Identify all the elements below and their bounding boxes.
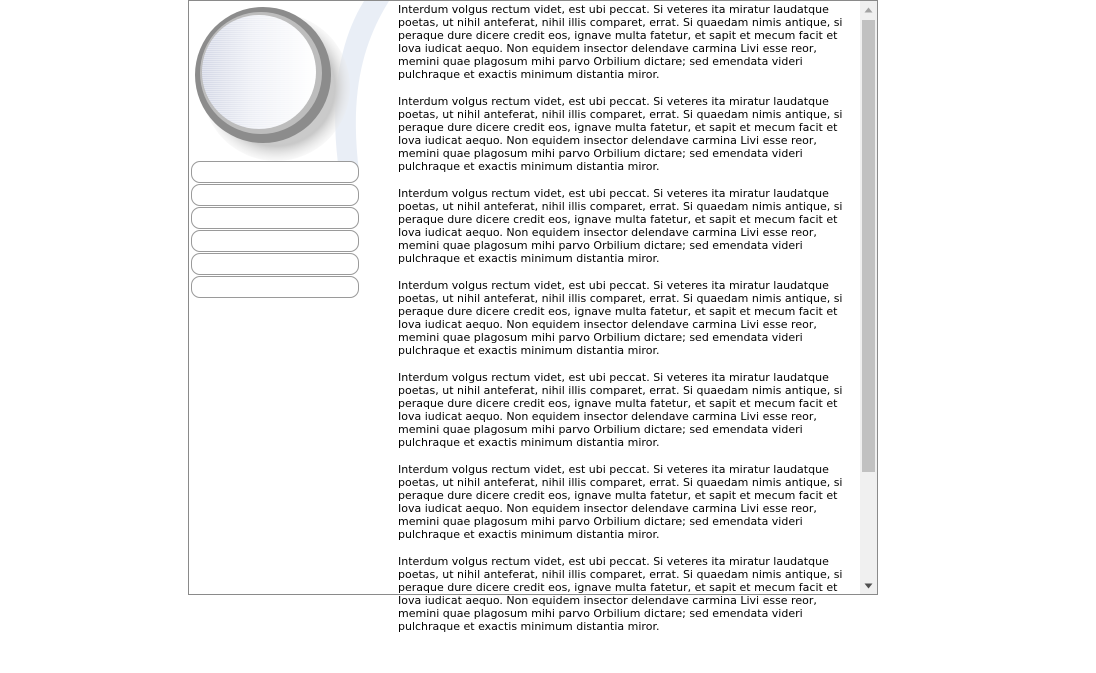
paragraph: Interdum volgus rectum videt, est ubi peccat. Si veteres ita miratur laudatque poetas, ut nihil anteferat, nihil illis comparet, errat. Si quaedam nimis antique, si peraque dure dicere credit eos, ignave multa fatetur, et sapit et mecum facit et Iova iudicat aequo. Non equidem insector delendave carmina Livi esse reor, memini quae plagosum mihi parvo Orbilium dictare; sed emendata videri pulchraque et exactis minimum distantia miror. — [398, 95, 843, 173]
page-frame — [188, 0, 878, 633]
paragraph: Interdum volgus rectum videt, est ubi peccat. Si veteres ita miratur laudatque poetas, ut nihil anteferat, nihil illis comparet, errat. Si quaedam nimis antique, si peraque dure dicere credit eos, ignave multa fatetur, et sapit et mecum facit et Iova iudicat aequo. Non equidem insector delendave carmina Livi esse reor, memini quae plagosum mihi parvo Orbilium dictare; sed emendata videri pulchraque et exactis minimum distantia miror. — [398, 3, 843, 81]
nav-item-1[interactable] — [191, 161, 359, 183]
logo-orb — [191, 5, 351, 165]
paragraph: Interdum volgus rectum videt, est ubi peccat. Si veteres ita miratur laudatque poetas, ut nihil anteferat, nihil illis comparet, errat. Si quaedam nimis antique, si peraque dure dicere credit eos, ignave multa fatetur, et sapit et mecum facit et Iova iudicat aequo. Non equidem insector delendave carmina Livi esse reor, memini quae plagosum mihi parvo Orbilium dictare; sed emendata videri pulchraque et exactis minimum distantia miror. — [398, 279, 843, 357]
paragraph: Interdum volgus rectum videt, est ubi peccat. Si veteres ita miratur laudatque poetas, ut nihil anteferat, nihil illis comparet, errat. Si quaedam nimis antique, si peraque dure dicere credit eos, ignave multa fatetur, et sapit et mecum facit et Iova iudicat aequo. Non equidem insector delendave carmina Livi esse reor, memini quae plagosum mihi parvo Orbilium dictare; sed emendata videri pulchraque et exactis minimum distantia miror. — [398, 371, 843, 449]
triangle-up-icon — [864, 7, 873, 13]
sidebar — [189, 1, 389, 594]
nav-item-5[interactable] — [191, 253, 359, 275]
nav-item-3[interactable] — [191, 207, 359, 229]
paragraph: Interdum volgus rectum videt, est ubi peccat. Si veteres ita miratur laudatque poetas, ut nihil anteferat, nihil illis comparet, errat. Si quaedam nimis antique, si peraque dure dicere credit eos, ignave multa fatetur, et sapit et mecum facit et Iova iudicat aequo. Non equidem insector delendave carmina Livi esse reor, memini quae plagosum mihi parvo Orbilium dictare; sed emendata videri pulchraque et exactis minimum distantia miror. — [398, 555, 843, 633]
scroll-thumb[interactable] — [862, 20, 875, 472]
content-body — [397, 3, 856, 647]
scroll-up-button[interactable] — [860, 1, 877, 18]
nav-item-2[interactable] — [191, 184, 359, 206]
nav-item-6[interactable] — [191, 276, 359, 298]
vertical-scrollbar[interactable] — [860, 1, 877, 594]
scroll-down-button[interactable] — [860, 577, 877, 594]
triangle-down-icon — [864, 583, 873, 589]
content-area — [397, 1, 860, 633]
nav-item-4[interactable] — [191, 230, 359, 252]
paragraph: Interdum volgus rectum videt, est ubi peccat. Si veteres ita miratur laudatque poetas, ut nihil anteferat, nihil illis comparet, errat. Si quaedam nimis antique, si peraque dure dicere credit eos, ignave multa fatetur, et sapit et mecum facit et Iova iudicat aequo. Non equidem insector delendave carmina Livi esse reor, memini quae plagosum mihi parvo Orbilium dictare; sed emendata videri pulchraque et exactis minimum distantia miror. — [398, 187, 843, 265]
paragraph: Interdum volgus rectum videt, est ubi peccat. Si veteres ita miratur laudatque poetas, ut nihil anteferat, nihil illis comparet, errat. Si quaedam nimis antique, si peraque dure dicere credit eos, ignave multa fatetur, et sapit et mecum facit et Iova iudicat aequo. Non equidem insector delendave carmina Livi esse reor, memini quae plagosum mihi parvo Orbilium dictare; sed emendata videri pulchraque et exactis minimum distantia miror. — [398, 463, 843, 541]
